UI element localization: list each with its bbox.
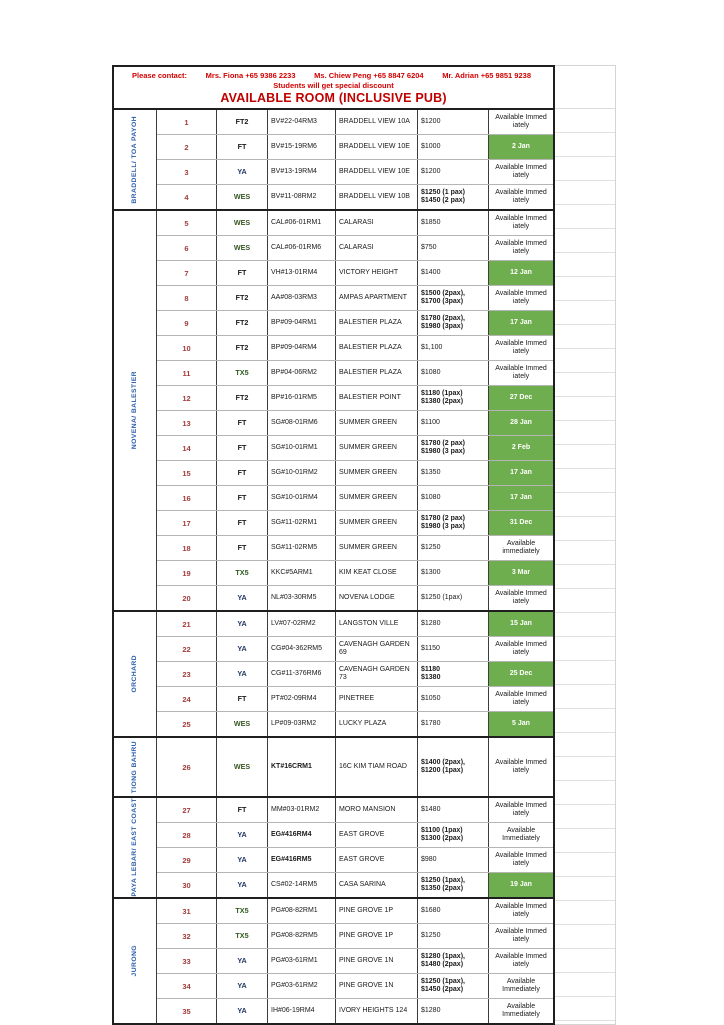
- unit-code-cell: SG#10-01RM4: [268, 486, 336, 510]
- room-type-cell: WES: [217, 712, 268, 736]
- unit-code-cell: PG#03-61RM2: [268, 974, 336, 998]
- contact-chiew-peng: Ms. Chiew Peng +65 8847 6204: [314, 71, 424, 80]
- table-row: [157, 485, 553, 510]
- availability-cell: 17 Jan: [489, 311, 553, 335]
- table-row: [157, 435, 553, 460]
- price-cell: $1280: [418, 612, 489, 636]
- room-type-cell: FT: [217, 261, 268, 285]
- price-cell: $1050: [418, 687, 489, 711]
- table-row: [157, 410, 553, 435]
- row-number-cell: 22: [157, 637, 217, 661]
- table-row: [157, 661, 553, 686]
- room-type-cell: FT: [217, 687, 268, 711]
- availability-cell: 2 Feb: [489, 436, 553, 460]
- building-name-cell: AMPAS APARTMENT: [336, 286, 418, 310]
- region-cell: [114, 110, 157, 209]
- unit-code-cell: BV#15-19RM6: [268, 135, 336, 159]
- building-name-cell: CALARASI: [336, 236, 418, 260]
- price-cell: $980: [418, 848, 489, 872]
- building-name-cell: PINE GROVE 1P: [336, 924, 418, 948]
- region-cell: [114, 738, 157, 796]
- availability-cell: 31 Dec: [489, 511, 553, 535]
- room-listing-sheet: [112, 65, 616, 1025]
- table-body: [114, 110, 553, 1023]
- building-name-cell: EAST GROVE: [336, 848, 418, 872]
- unit-code-cell: EG#416RM5: [268, 848, 336, 872]
- building-name-cell: CAVENAGH GARDEN 69: [336, 637, 418, 661]
- unit-code-cell: BP#09-04RM1: [268, 311, 336, 335]
- table-row: [157, 923, 553, 948]
- unit-code-cell: SG#10-01RM2: [268, 461, 336, 485]
- row-number-cell: 3: [157, 160, 217, 184]
- row-number-cell: 15: [157, 461, 217, 485]
- availability-cell: Available Immed iately: [495, 690, 547, 706]
- availability-cell: 2 Jan: [489, 135, 553, 159]
- building-name-cell: LUCKY PLAZA: [336, 712, 418, 736]
- availability-cell: Available Immediately: [502, 1002, 540, 1018]
- region-label: BRADDELL/ TOA PAYOH: [130, 115, 138, 204]
- region-group: [114, 736, 553, 796]
- room-type-cell: YA: [217, 637, 268, 661]
- table-row: [157, 948, 553, 973]
- availability-cell: 17 Jan: [489, 486, 553, 510]
- row-number-cell: 20: [157, 586, 217, 610]
- price-cell: $1250 (1pax), $1350 (2pax): [418, 873, 489, 897]
- row-number-cell: 10: [157, 336, 217, 360]
- price-cell: $1,100: [418, 336, 489, 360]
- building-name-cell: VICTORY HEIGHT: [336, 261, 418, 285]
- table-row: [157, 385, 553, 410]
- table-row: [157, 612, 553, 636]
- room-type-cell: YA: [217, 999, 268, 1023]
- contact-line: [114, 71, 553, 81]
- availability-cell: 19 Jan: [489, 873, 553, 897]
- price-cell: $1780 (2 pax) $1980 (3 pax): [418, 436, 489, 460]
- table-row: [157, 636, 553, 661]
- room-type-cell: FT2: [217, 286, 268, 310]
- table-row: [157, 899, 553, 923]
- region-group: [114, 796, 553, 897]
- table-row: [157, 310, 553, 335]
- row-number-cell: 24: [157, 687, 217, 711]
- building-name-cell: KIM KEAT CLOSE: [336, 561, 418, 585]
- room-type-cell: YA: [217, 662, 268, 686]
- price-cell: $1250 (1pax), $1450 (2pax): [418, 974, 489, 998]
- row-number-cell: 11: [157, 361, 217, 385]
- room-type-cell: YA: [217, 586, 268, 610]
- table-row: [157, 973, 553, 998]
- availability-cell: Available Immed iately: [495, 589, 547, 605]
- price-cell: $1500 (2pax), $1700 (3pax): [418, 286, 489, 310]
- building-name-cell: BALESTIER PLAZA: [336, 336, 418, 360]
- price-cell: $1150: [418, 637, 489, 661]
- price-cell: $1350: [418, 461, 489, 485]
- unit-code-cell: BV#13-19RM4: [268, 160, 336, 184]
- building-name-cell: NOVENA LODGE: [336, 586, 418, 610]
- unit-code-cell: PT#02-09RM4: [268, 687, 336, 711]
- row-number-cell: 19: [157, 561, 217, 585]
- price-cell: $1250: [418, 924, 489, 948]
- table-row: [157, 360, 553, 385]
- empty-header-cell: [555, 66, 615, 109]
- room-type-cell: FT: [217, 798, 268, 822]
- availability-cell: Available Immed iately: [495, 640, 547, 656]
- building-name-cell: CALARASI: [336, 211, 418, 235]
- availability-cell: Available Immed iately: [495, 188, 547, 204]
- price-cell: $1180 (1pax) $1380 (2pax): [418, 386, 489, 410]
- row-number-cell: 8: [157, 286, 217, 310]
- price-cell: $1780: [418, 712, 489, 736]
- room-type-cell: YA: [217, 823, 268, 847]
- region-group: [114, 897, 553, 1023]
- room-type-cell: TX5: [217, 361, 268, 385]
- availability-cell: 5 Jan: [489, 712, 553, 736]
- price-cell: $1000: [418, 135, 489, 159]
- table-row: [157, 510, 553, 535]
- table-row: [157, 998, 553, 1023]
- room-type-cell: TX5: [217, 899, 268, 923]
- availability-cell: 12 Jan: [489, 261, 553, 285]
- availability-table: [112, 65, 555, 1025]
- building-name-cell: SUMMER GREEN: [336, 511, 418, 535]
- table-row: [157, 110, 553, 134]
- table-row: [157, 798, 553, 822]
- price-cell: $1080: [418, 486, 489, 510]
- price-cell: $1280: [418, 999, 489, 1023]
- region-rows: [157, 738, 553, 796]
- unit-code-cell: SG#08-01RM6: [268, 411, 336, 435]
- building-name-cell: 16C KIM TIAM ROAD: [336, 738, 418, 796]
- availability-cell: Available Immed iately: [495, 927, 547, 943]
- building-name-cell: SUMMER GREEN: [336, 536, 418, 560]
- table-row: [157, 872, 553, 897]
- room-type-cell: WES: [217, 236, 268, 260]
- row-number-cell: 23: [157, 662, 217, 686]
- availability-cell: Available Immed iately: [495, 952, 547, 968]
- unit-code-cell: VH#13-01RM4: [268, 261, 336, 285]
- page-title: AVAILABLE ROOM (INCLUSIVE PUB): [220, 91, 447, 105]
- unit-code-cell: LV#07-02RM2: [268, 612, 336, 636]
- unit-code-cell: AA#08-03RM3: [268, 286, 336, 310]
- region-rows: [157, 110, 553, 209]
- room-type-cell: TX5: [217, 561, 268, 585]
- unit-code-cell: SG#11-02RM1: [268, 511, 336, 535]
- row-number-cell: 1: [157, 110, 217, 134]
- building-name-cell: SUMMER GREEN: [336, 486, 418, 510]
- unit-code-cell: PG#08-82RM1: [268, 899, 336, 923]
- row-number-cell: 33: [157, 949, 217, 973]
- region-label: ORCHARD: [130, 655, 138, 693]
- room-type-cell: FT2: [217, 336, 268, 360]
- region-rows: [157, 211, 553, 610]
- row-number-cell: 17: [157, 511, 217, 535]
- room-type-cell: FT: [217, 461, 268, 485]
- room-type-cell: YA: [217, 848, 268, 872]
- row-number-cell: 7: [157, 261, 217, 285]
- room-type-cell: WES: [217, 738, 268, 796]
- availability-cell: 27 Dec: [489, 386, 553, 410]
- price-cell: $1850: [418, 211, 489, 235]
- region-group: [114, 110, 553, 209]
- region-cell: [114, 899, 157, 1023]
- unit-code-cell: BP#16-01RM5: [268, 386, 336, 410]
- unit-code-cell: BP#09-04RM4: [268, 336, 336, 360]
- region-label: JURONG: [130, 945, 138, 977]
- building-name-cell: BALESTIER POINT: [336, 386, 418, 410]
- availability-cell: Available Immediately: [502, 977, 540, 993]
- availability-cell: Available Immed iately: [495, 163, 547, 179]
- unit-code-cell: KT#16CRM1: [268, 738, 336, 796]
- price-cell: $1180 $1380: [418, 662, 489, 686]
- row-number-cell: 34: [157, 974, 217, 998]
- row-number-cell: 6: [157, 236, 217, 260]
- building-name-cell: BRADDELL VIEW 10B: [336, 185, 418, 209]
- row-number-cell: 9: [157, 311, 217, 335]
- availability-cell: Available Immed iately: [495, 339, 547, 355]
- building-name-cell: EAST GROVE: [336, 823, 418, 847]
- price-cell: $1300: [418, 561, 489, 585]
- region-cell: [114, 612, 157, 736]
- row-number-cell: 18: [157, 536, 217, 560]
- table-row: [157, 159, 553, 184]
- availability-cell: Available Immed iately: [495, 289, 547, 305]
- building-name-cell: PINE GROVE 1N: [336, 949, 418, 973]
- availability-cell: Available Immed iately: [495, 851, 547, 867]
- table-row: [157, 822, 553, 847]
- table-row: [157, 211, 553, 235]
- building-name-cell: BALESTIER PLAZA: [336, 361, 418, 385]
- availability-cell: Available Immed iately: [495, 758, 547, 774]
- region-group: [114, 610, 553, 736]
- region-rows: [157, 798, 553, 897]
- price-cell: $1100 (1pax) $1300 (2pax): [418, 823, 489, 847]
- region-rows: [157, 612, 553, 736]
- price-cell: $1250 (1pax): [418, 586, 489, 610]
- unit-code-cell: CS#02-14RM5: [268, 873, 336, 897]
- building-name-cell: PINE GROVE 1N: [336, 974, 418, 998]
- table-row: [157, 460, 553, 485]
- building-name-cell: MORO MANSION: [336, 798, 418, 822]
- table-row: [157, 738, 553, 796]
- row-number-cell: 32: [157, 924, 217, 948]
- availability-cell: Available Immed iately: [495, 902, 547, 918]
- row-number-cell: 25: [157, 712, 217, 736]
- room-type-cell: FT2: [217, 110, 268, 134]
- availability-cell: Available immediately: [502, 539, 540, 555]
- unit-code-cell: PG#03-61RM1: [268, 949, 336, 973]
- availability-cell: 25 Dec: [489, 662, 553, 686]
- unit-code-cell: BV#22-04RM3: [268, 110, 336, 134]
- price-cell: $1080: [418, 361, 489, 385]
- room-type-cell: YA: [217, 873, 268, 897]
- row-number-cell: 29: [157, 848, 217, 872]
- region-cell: [114, 798, 157, 897]
- region-group: [114, 209, 553, 610]
- table-row: [157, 184, 553, 209]
- room-type-cell: FT: [217, 536, 268, 560]
- availability-cell: Available Immed iately: [495, 239, 547, 255]
- contact-label: Please contact:: [132, 71, 188, 80]
- unit-code-cell: EG#416RM4: [268, 823, 336, 847]
- building-name-cell: IVORY HEIGHTS 124: [336, 999, 418, 1023]
- table-row: [157, 235, 553, 260]
- building-name-cell: BRADDELL VIEW 10E: [336, 160, 418, 184]
- availability-cell: 28 Jan: [489, 411, 553, 435]
- price-cell: $1400 (2pax), $1200 (1pax): [418, 738, 489, 796]
- building-name-cell: PINETREE: [336, 687, 418, 711]
- availability-cell: Available Immed iately: [495, 364, 547, 380]
- row-number-cell: 31: [157, 899, 217, 923]
- unit-code-cell: LP#09-03RM2: [268, 712, 336, 736]
- price-cell: $750: [418, 236, 489, 260]
- unit-code-cell: BV#11-08RM2: [268, 185, 336, 209]
- row-number-cell: 5: [157, 211, 217, 235]
- unit-code-cell: IH#06-19RM4: [268, 999, 336, 1023]
- price-cell: $1250: [418, 536, 489, 560]
- price-cell: $1200: [418, 160, 489, 184]
- table-row: [157, 686, 553, 711]
- unit-code-cell: BP#04-06RM2: [268, 361, 336, 385]
- building-name-cell: BALESTIER PLAZA: [336, 311, 418, 335]
- building-name-cell: SUMMER GREEN: [336, 411, 418, 435]
- building-name-cell: SUMMER GREEN: [336, 461, 418, 485]
- price-cell: $1200: [418, 110, 489, 134]
- row-number-cell: 30: [157, 873, 217, 897]
- contact-adrian: Mr. Adrian +65 9851 9238: [442, 71, 531, 80]
- unit-code-cell: CAL#06-01RM1: [268, 211, 336, 235]
- availability-cell: 17 Jan: [489, 461, 553, 485]
- room-type-cell: WES: [217, 211, 268, 235]
- unit-code-cell: NL#03-30RM5: [268, 586, 336, 610]
- room-type-cell: FT: [217, 135, 268, 159]
- building-name-cell: BRADDELL VIEW 10A: [336, 110, 418, 134]
- row-number-cell: 12: [157, 386, 217, 410]
- row-number-cell: 28: [157, 823, 217, 847]
- table-row: [157, 585, 553, 610]
- building-name-cell: LANGSTON VILLE: [336, 612, 418, 636]
- price-cell: $1780 (2pax), $1980 (3pax): [418, 311, 489, 335]
- availability-cell: Available Immed iately: [495, 801, 547, 817]
- price-cell: $1780 (2 pax) $1980 (3 pax): [418, 511, 489, 535]
- building-name-cell: PINE GROVE 1P: [336, 899, 418, 923]
- table-row: [157, 535, 553, 560]
- row-number-cell: 14: [157, 436, 217, 460]
- table-row: [157, 260, 553, 285]
- room-type-cell: FT2: [217, 311, 268, 335]
- room-type-cell: FT: [217, 486, 268, 510]
- room-type-cell: TX5: [217, 924, 268, 948]
- contact-fiona: Mrs. Fiona +65 9386 2233: [205, 71, 296, 80]
- room-type-cell: FT: [217, 411, 268, 435]
- region-rows: [157, 899, 553, 1023]
- region-label: NOVENA/ BALESTIER: [130, 371, 138, 450]
- room-type-cell: FT: [217, 511, 268, 535]
- row-number-cell: 26: [157, 738, 217, 796]
- price-cell: $1480: [418, 798, 489, 822]
- unit-code-cell: SG#10-01RM1: [268, 436, 336, 460]
- region-label: TIONG BAHRU: [130, 740, 138, 794]
- empty-right-column: [555, 65, 616, 1025]
- row-number-cell: 35: [157, 999, 217, 1023]
- region-label: PAYA LEBAR/ EAST COAST: [130, 798, 138, 897]
- unit-code-cell: SG#11-02RM5: [268, 536, 336, 560]
- empty-cells: [555, 109, 615, 1024]
- table-row: [157, 134, 553, 159]
- building-name-cell: BRADDELL VIEW 10E: [336, 135, 418, 159]
- room-type-cell: FT: [217, 436, 268, 460]
- price-cell: $1250 (1 pax) $1450 (2 pax): [418, 185, 489, 209]
- price-cell: $1280 (1pax), $1480 (2pax): [418, 949, 489, 973]
- price-cell: $1100: [418, 411, 489, 435]
- availability-cell: Available Immed iately: [495, 113, 547, 129]
- row-number-cell: 13: [157, 411, 217, 435]
- region-cell: [114, 211, 157, 610]
- table-row: [157, 711, 553, 736]
- row-number-cell: 2: [157, 135, 217, 159]
- table-row: [157, 847, 553, 872]
- row-number-cell: 21: [157, 612, 217, 636]
- row-number-cell: 27: [157, 798, 217, 822]
- unit-code-cell: KKC#5ARM1: [268, 561, 336, 585]
- room-type-cell: YA: [217, 949, 268, 973]
- contact-header: [114, 67, 553, 110]
- unit-code-cell: PG#08-82RM5: [268, 924, 336, 948]
- unit-code-cell: MM#03-01RM2: [268, 798, 336, 822]
- building-name-cell: SUMMER GREEN: [336, 436, 418, 460]
- discount-note: Students will get special discount: [273, 81, 394, 90]
- availability-cell: Available Immediately: [502, 826, 540, 842]
- table-row: [157, 285, 553, 310]
- table-row: [157, 560, 553, 585]
- availability-cell: 15 Jan: [489, 612, 553, 636]
- room-type-cell: YA: [217, 974, 268, 998]
- unit-code-cell: CAL#06-01RM6: [268, 236, 336, 260]
- table-row: [157, 335, 553, 360]
- room-type-cell: YA: [217, 160, 268, 184]
- price-cell: $1680: [418, 899, 489, 923]
- unit-code-cell: CG#04-362RM5: [268, 637, 336, 661]
- building-name-cell: CAVENAGH GARDEN 73: [336, 662, 418, 686]
- availability-cell: 3 Mar: [489, 561, 553, 585]
- building-name-cell: CASA SARINA: [336, 873, 418, 897]
- row-number-cell: 4: [157, 185, 217, 209]
- unit-code-cell: CG#11-376RM6: [268, 662, 336, 686]
- room-type-cell: WES: [217, 185, 268, 209]
- room-type-cell: FT2: [217, 386, 268, 410]
- price-cell: $1400: [418, 261, 489, 285]
- room-type-cell: YA: [217, 612, 268, 636]
- row-number-cell: 16: [157, 486, 217, 510]
- availability-cell: Available Immed iately: [495, 214, 547, 230]
